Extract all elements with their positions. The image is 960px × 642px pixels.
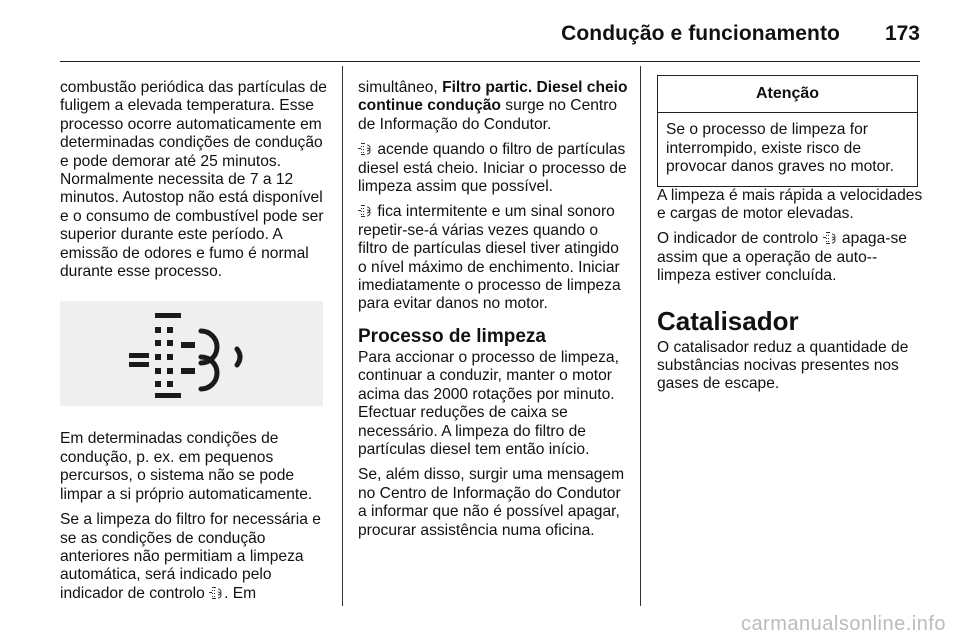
paragraph: simultâneo, Filtro partic. Diesel cheio continue condução surge no Centro de Informação do Condutor.	[358, 79, 628, 133]
column-3	[657, 79, 927, 401]
paragraph: acende quando o filtro de partículas diesel está cheio. Iniciar o processo de limpeza assim que possível.	[358, 141, 627, 196]
dpf-warning-icon	[358, 204, 373, 218]
paragraph: fica intermitente e um sinal sonoro repetir-se-á várias vezes quando o filtro de partículas diesel tiver atingido o nível máximo de enchimento. Iniciar imediatamente o processo de limpeza para evitar danos no motor.	[358, 203, 621, 313]
warning-text: Se o processo de limpeza for interrompido, existe risco de provocar danos graves no motor.	[666, 121, 894, 176]
column-2	[358, 79, 628, 547]
paragraph: A limpeza é mais rápida a velocidades e cargas de motor elevadas.	[657, 186, 923, 223]
warning-box	[657, 75, 918, 187]
paragraph: Se, além disso, surgir uma mensagem no Centro de Informação do Condutor a informar que não é possível apagar, procurar assistência numa oficina.	[358, 466, 625, 539]
paragraph: Para accionar o processo de limpeza, continuar a conduzir, manter o motor acima das 2000 rotações por minuto. Efectuar reduções de caixa se necessário. A limpeza do filtro de partículas diesel tem então início.	[358, 348, 619, 458]
paragraph: Se a limpeza do filtro for necessária e se as condições de condução anteriores não permitiam a limpeza automática, será indicado pelo indicador de controlo . Em	[60, 511, 321, 602]
paragraph: Em determinadas condições de condução, p. ex. em pequenos percursos, o sistema não se pode limpar a si próprio automaticamente.	[60, 430, 313, 503]
section-heading: Catalisador	[657, 305, 799, 336]
page-number: 173	[884, 22, 920, 45]
column-divider-2	[640, 66, 641, 606]
dpf-warning-icon	[358, 142, 373, 156]
column-1	[60, 79, 328, 603]
paragraph: O catalisador reduz a quantidade de substâncias nocivas presentes nos gases de escape.	[657, 338, 909, 393]
column-divider-1	[342, 66, 343, 606]
paragraph: O indicador de controlo apaga-se assim que a operação de auto--limpeza estiver concluída.	[657, 230, 907, 285]
watermark: carmanualsonline.info	[740, 613, 946, 635]
page-header-title: Condução e funcionamento	[561, 22, 840, 45]
header-divider	[60, 61, 920, 62]
paragraph: combustão periódica das partículas de fuligem a elevada temperatura. Esse processo ocorre automaticamente em determinadas condições de condução e pode demorar até 25 minutos. Normalmente necessita de 7 a 12 minutos. Autostop não está disponível e o consumo de combustível pode ser superior durante este período. A emissão de odores e fumo é normal durante esse processo.	[60, 79, 327, 281]
dpf-warning-icon	[209, 586, 224, 600]
section-subheading: Processo de limpeza	[358, 325, 546, 347]
driver-info-message: Filtro partic. Diesel cheio continue condução	[358, 79, 628, 115]
dpf-illustration	[60, 301, 323, 406]
diesel-particulate-filter-icon	[127, 309, 257, 399]
warning-title: Atenção	[658, 76, 917, 113]
dpf-warning-icon	[823, 231, 838, 245]
